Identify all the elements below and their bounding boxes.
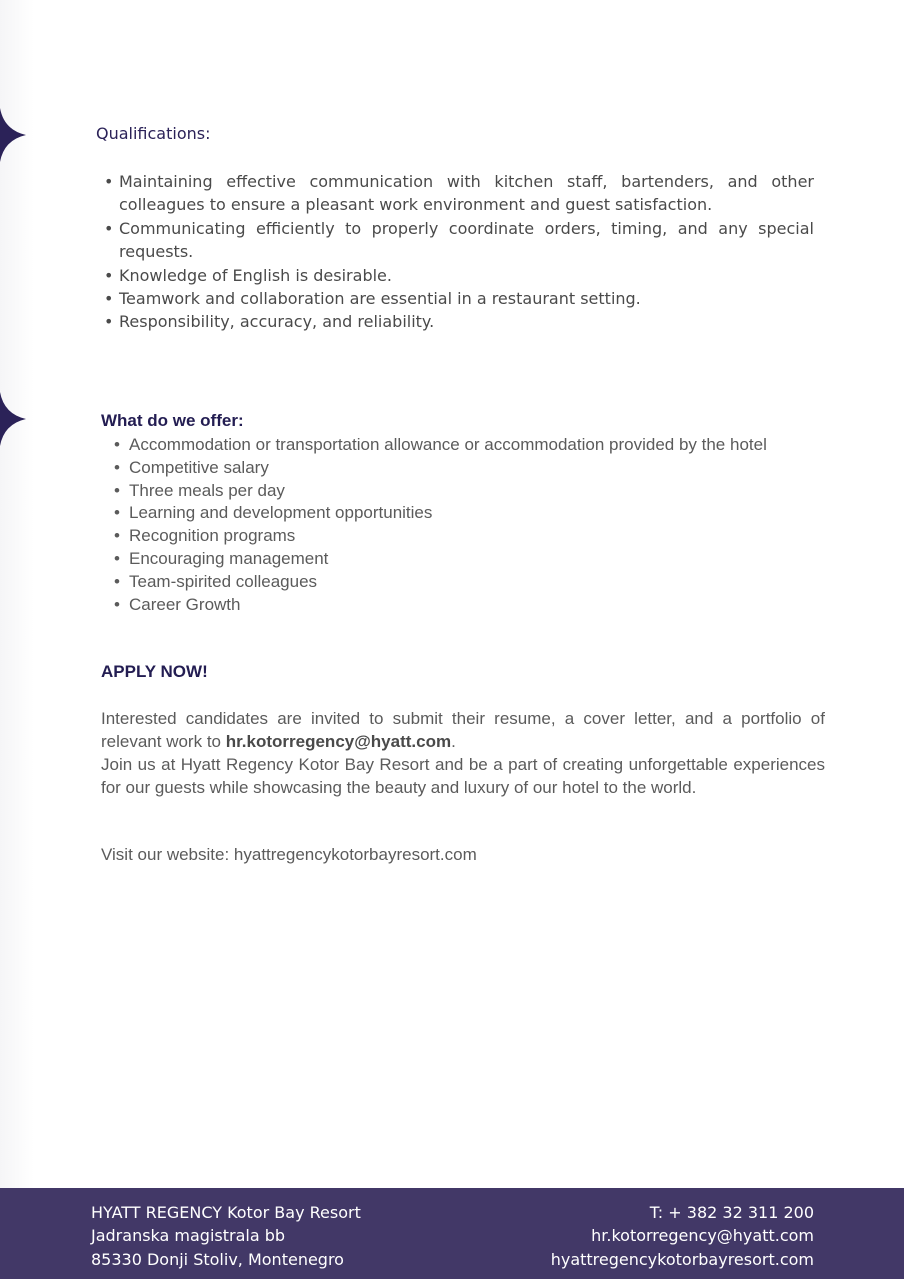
apply-heading: APPLY NOW! xyxy=(101,662,208,681)
website-line: Visit our website: hyattregencykotorbayresort.com xyxy=(101,845,477,864)
list-item: • Encouraging management xyxy=(114,548,825,571)
list-item: • Maintaining effective communication with kitchen staff, bartenders, and other colleagues to ensure a pleasant work environment and guest satisfaction. xyxy=(104,170,814,217)
list-item: • Learning and development opportunities xyxy=(114,502,825,525)
qualifications-heading: Qualifications: xyxy=(96,124,211,143)
footer-hotel-name: HYATT REGENCY Kotor Bay Resort xyxy=(91,1203,361,1222)
apply-intro-text: Interested candidates are invited to submit their resume, a cover letter, and a portfolio of relevant work to xyxy=(101,709,825,751)
apply-email-link[interactable]: hr.kotorregency@hyatt.com xyxy=(225,732,452,751)
footer-contact xyxy=(551,1201,814,1271)
footer-address xyxy=(91,1201,361,1271)
apply-join-text: Join us at Hyatt Regency Kotor Bay Resort and be a part of creating unforgettable experiences for our guests while showcasing the beauty and luxury of our hotel to the world. xyxy=(101,755,825,797)
apply-period: . xyxy=(451,732,456,751)
footer-phone[interactable]: T: + 382 32 311 200 xyxy=(649,1203,814,1222)
qualifications-list xyxy=(104,170,814,334)
list-item: • Responsibility, accuracy, and reliability. xyxy=(104,310,814,333)
list-item: • Communicating efficiently to properly coordinate orders, timing, and any special requests. xyxy=(104,217,814,264)
decorative-notch-icon xyxy=(0,392,26,446)
offer-heading: What do we offer: xyxy=(101,411,244,430)
list-item: • Teamwork and collaboration are essential in a restaurant setting. xyxy=(104,287,814,310)
list-item: • Knowledge of English is desirable. xyxy=(104,264,814,287)
decorative-notch-icon xyxy=(0,108,26,162)
apply-paragraph xyxy=(101,707,825,799)
footer-street: Jadranska magistrala bb xyxy=(91,1226,286,1246)
list-item: • Team-spirited colleagues xyxy=(114,571,825,594)
list-item: • Competitive salary xyxy=(114,457,825,480)
page-left-edge xyxy=(0,0,34,1188)
footer-website[interactable]: hyattregencykotorbayresort.com xyxy=(550,1249,814,1269)
footer xyxy=(0,1188,904,1279)
footer-city: 85330 Donji Stoliv, Montenegro xyxy=(91,1249,344,1269)
footer-email[interactable]: hr.kotorregency@hyatt.com xyxy=(591,1226,814,1246)
list-item: • Accommodation or transportation allowance or accommodation provided by the hotel xyxy=(114,434,825,457)
offer-list xyxy=(114,434,825,616)
list-item: • Recognition programs xyxy=(114,525,825,548)
list-item: • Three meals per day xyxy=(114,480,825,503)
list-item: • Career Growth xyxy=(114,594,825,617)
